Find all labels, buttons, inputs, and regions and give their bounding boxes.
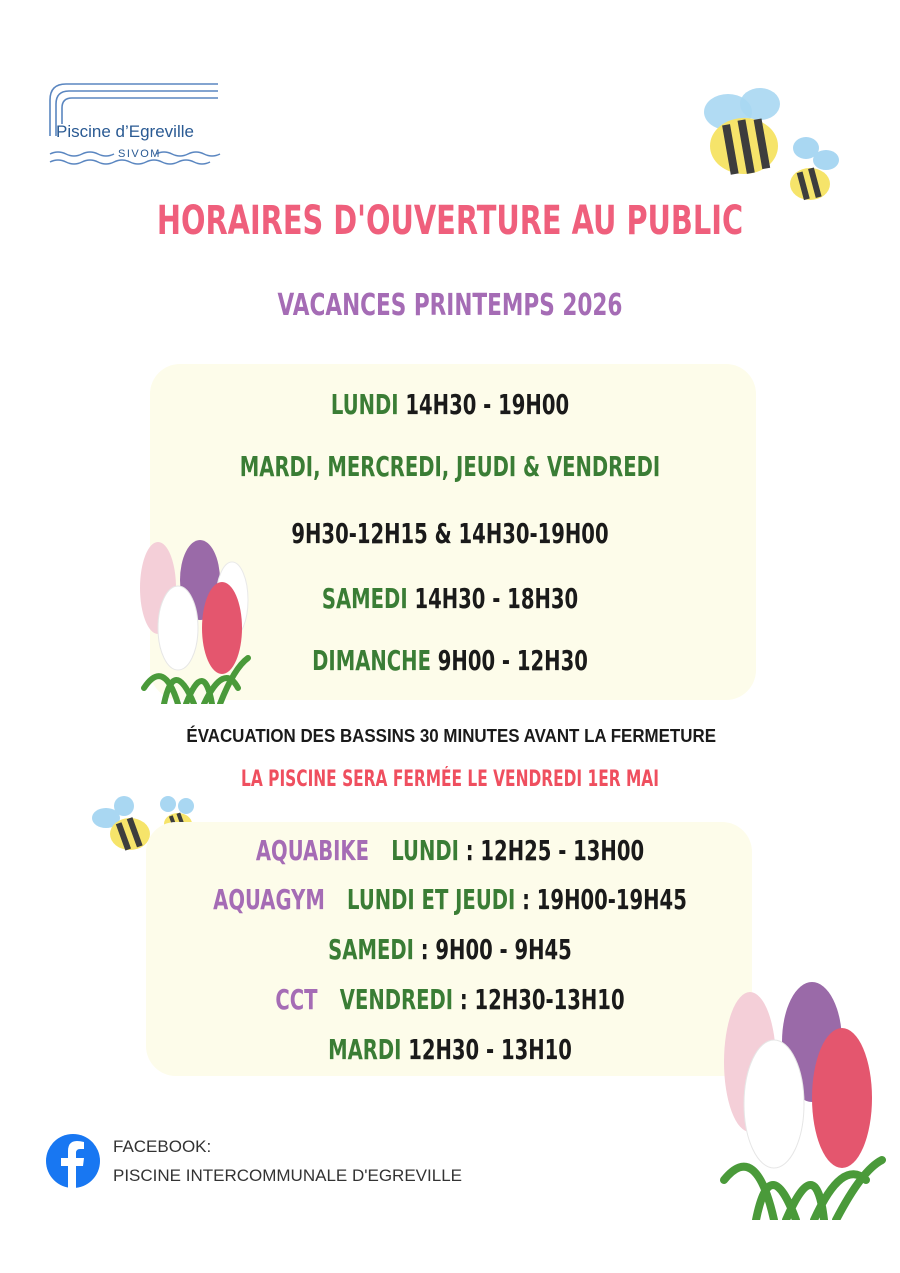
separator: : xyxy=(522,883,530,916)
activity-aquagym xyxy=(135,883,765,916)
page-title: HORAIRES D'OUVERTURE AU PUBLIC xyxy=(156,198,744,244)
day-label: LUNDI xyxy=(330,388,399,421)
activity-name: CCT xyxy=(275,983,318,1016)
hours: 14H30 - 18H30 xyxy=(414,582,579,615)
day-label: MARDI xyxy=(328,1033,402,1066)
schedule-weekdays xyxy=(135,450,765,483)
activity-name: AQUAGYM xyxy=(213,883,325,916)
day-label: SAMEDI xyxy=(321,582,408,615)
activity-aquabike xyxy=(135,834,765,867)
hours: 9H00 - 12H30 xyxy=(437,644,588,677)
separator: : xyxy=(459,983,468,1016)
day-label: DIMANCHE xyxy=(312,644,431,677)
separator: : xyxy=(420,933,429,966)
hours: 12H25 - 13H00 xyxy=(480,834,645,867)
facebook-label: FACEBOOK: xyxy=(113,1137,212,1156)
closure-notice: LA PISCINE SERA FERMÉE LE VENDREDI 1ER MAI xyxy=(241,767,659,792)
bee-illustration-top xyxy=(698,84,858,214)
evacuation-notice: ÉVACUATION DES BASSINS 30 MINUTES AVANT LA FERMETURE xyxy=(186,726,716,746)
hours: 14H30 - 19H00 xyxy=(405,388,570,421)
hyacinth-illustration-right xyxy=(716,980,886,1220)
day-label: LUNDI xyxy=(391,834,459,867)
schedule-lundi xyxy=(135,388,765,421)
facebook-page-link[interactable]: PISCINE INTERCOMMUNALE D'EGREVILLE xyxy=(113,1166,462,1185)
hyacinth-illustration-left xyxy=(134,538,254,704)
activity-name: AQUABIKE xyxy=(255,834,370,867)
page-subtitle: VACANCES PRINTEMPS 2026 xyxy=(277,288,623,323)
day-label: LUNDI ET JEUDI xyxy=(347,883,516,916)
day-label: VENDREDI xyxy=(339,983,454,1016)
hours: 19H00-19H45 xyxy=(536,883,687,916)
activity-aquagym-samedi xyxy=(135,933,765,966)
activity-cct-mardi xyxy=(135,1033,765,1066)
day-label: SAMEDI xyxy=(328,933,414,966)
hours: 12H30-13H10 xyxy=(474,983,625,1016)
facebook-icon[interactable] xyxy=(46,1134,100,1188)
separator: : xyxy=(465,834,474,867)
hours: 9H30-12H15 & 14H30-19H00 xyxy=(291,517,609,550)
logo-name: Piscine d’Egreville xyxy=(56,122,194,141)
hours: 12H30 - 13H10 xyxy=(408,1033,572,1066)
day-label: MARDI, MERCREDI, JEUDI & VENDREDI xyxy=(239,450,661,483)
activity-cct xyxy=(135,983,765,1016)
hours: 9H00 - 9H45 xyxy=(435,933,572,966)
logo-sub: SIVOM xyxy=(118,148,161,160)
